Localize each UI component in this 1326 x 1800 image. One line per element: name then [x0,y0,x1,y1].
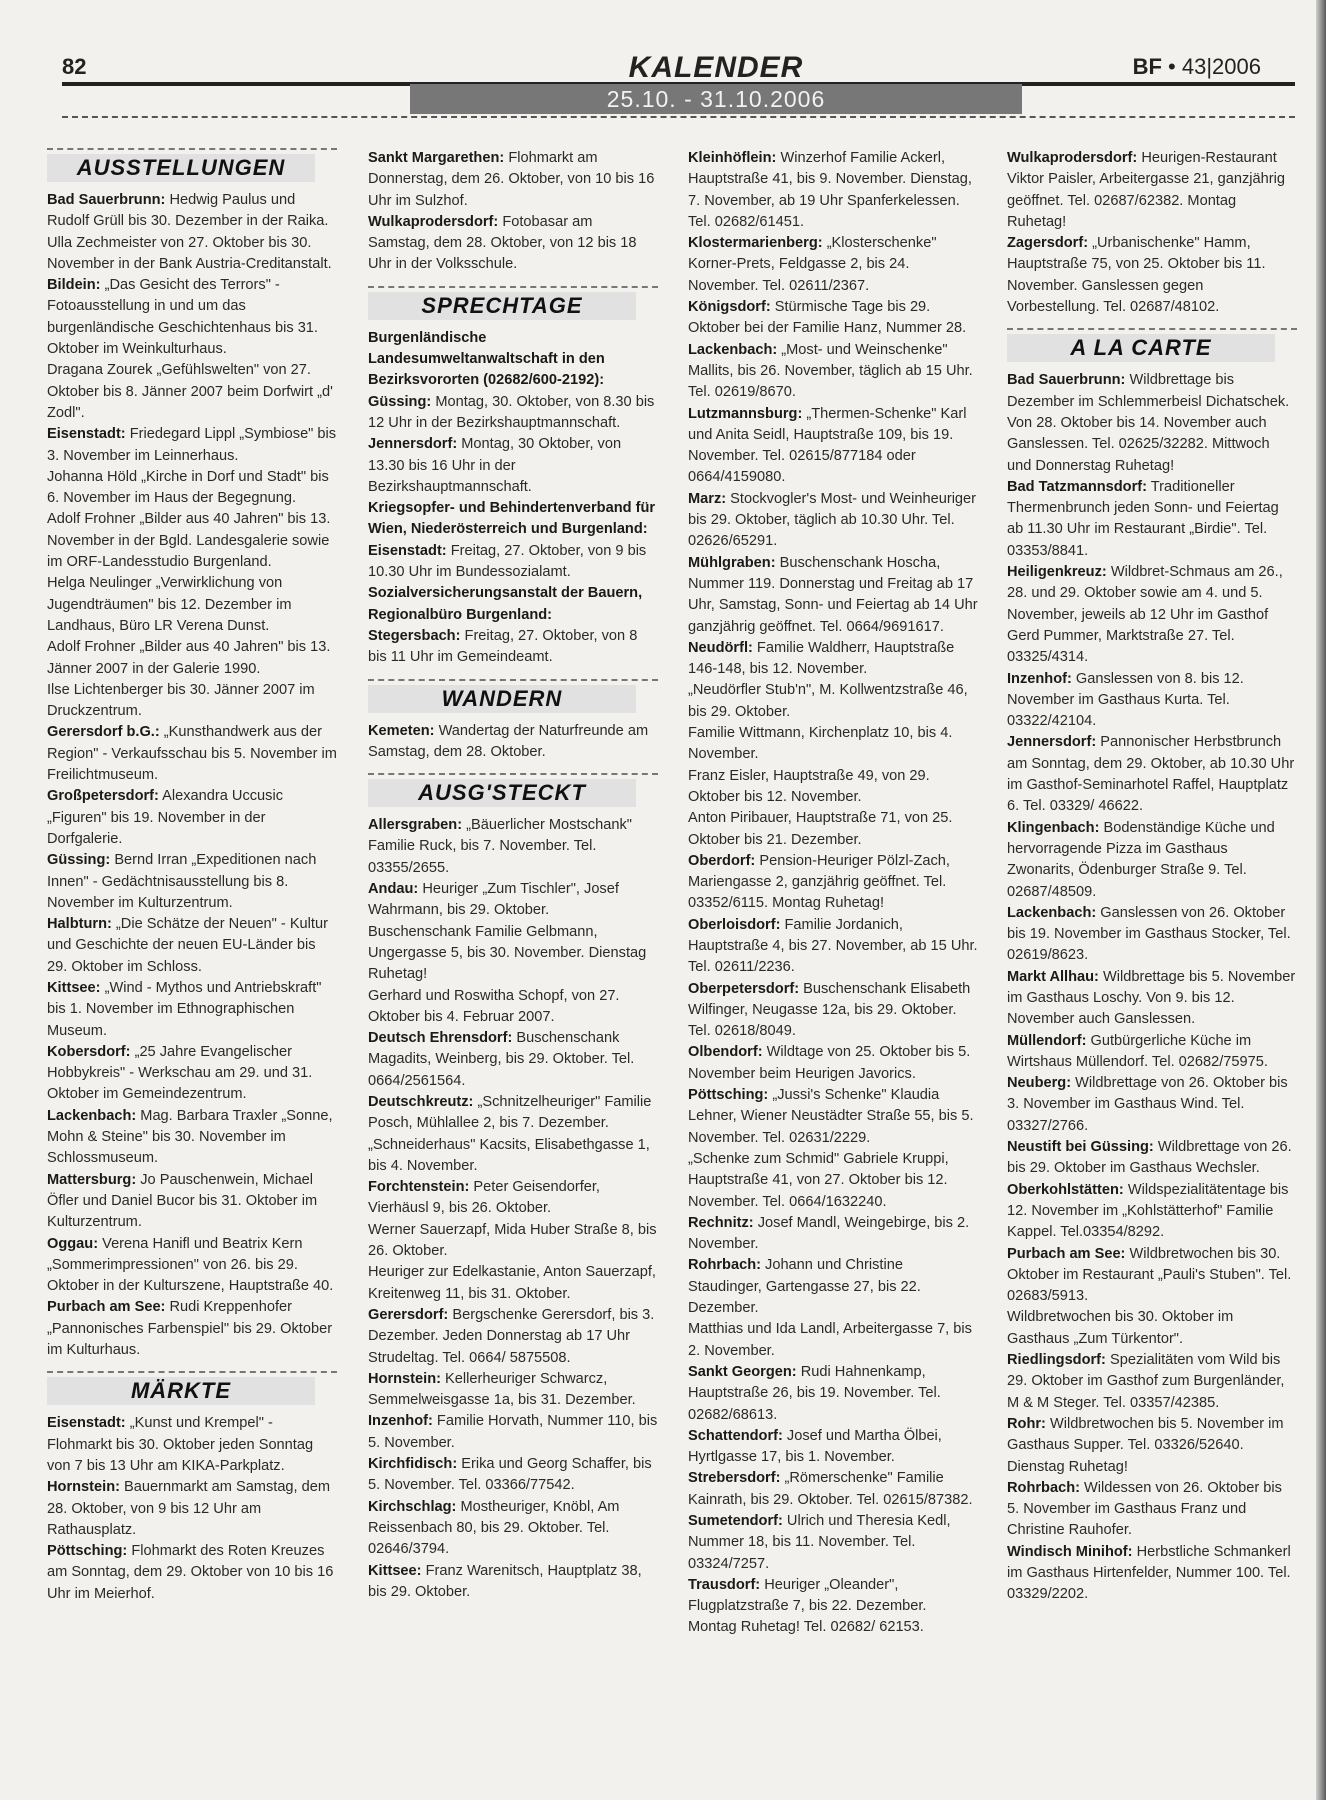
listing-text: Mag. Barbara Traxler „Sonne, Mohn & Steine" bis 30. November im Schlossmuseum. [47,1107,333,1167]
listing-place: Deutsch Ehrensdorf: [368,1030,513,1047]
issue-label [1133,54,1261,80]
listing-entry [688,1255,978,1319]
listing-place: Rohrbach: [1007,1479,1080,1496]
listing-place: Inzenhof: [1007,670,1072,687]
page-binding-edge [1316,0,1326,1800]
listing-text: Ganslessen von 26. Oktober bis 19. November im Gasthaus Stocker, Tel. 02619/8623. [1007,904,1291,964]
listing-entry [1007,669,1297,733]
listing-text: „Die Schätze der Neuen" - Kultur und Geschichte der neuen EU-Länder bis 29. Oktober im Schloss. [47,916,328,975]
listing-place: Strebersdorf: [688,1470,781,1487]
listing-place: Kirchfidisch: [368,1456,458,1473]
listing-entry [1007,1031,1297,1074]
listing-text: Stockvogler's Most- und Weinheuriger bis 29. Oktober, täglich ab 10.30 Uhr. Tel. 02626/65291. [688,490,977,550]
listing-entry [368,879,658,922]
listing-text: Dragana Zourek „Gefühlswelten" von 27. Oktober bis 8. Jänner 2007 beim Dorfwirt „d' Zodl". [47,362,333,421]
listing-text: Wildbretwochen bis 30. Oktober im Restaurant „Pauli's Stuben". Tel. 02683/5913. [1007,1245,1292,1305]
listing-entry [368,986,658,1029]
listing-place: Gerersdorf: [368,1306,449,1323]
brand-name: BF [1132,54,1162,79]
listing-entry [688,297,978,340]
listing-entry [47,637,337,680]
listing-text: Familie Waldherr, Hauptstraße 146-148, bis 12. November. [688,639,955,678]
listing-text: „Kunst und Krempel" - Flohmarkt bis 30. Oktober jeden Sonntag von 7 bis 13 Uhr am KIKA-Parkplatz. [47,1415,314,1474]
listing-text: Pannonischer Herbstbrunch am Sonntag, dem 29. Oktober, ab 10.30 Uhr im Gasthof-Seminarhotel Raffel, Hauptplatz 6. Tel. 03329/ 46622. [1007,734,1295,815]
listing-entry [368,1497,658,1561]
listing-place: Rohrbach: [688,1257,761,1274]
listing-text: Bernd Irran „Expeditionen nach Innen" - Gedächtnisausstellung bis 8. November im Kulturzentrum. [47,852,317,911]
listing-text: Wildbrettage von 26. Oktober bis 3. November im Gasthaus Wind. Tel. 03327/2766. [1007,1075,1288,1134]
listing-text: Freitag, 27. Oktober, von 8 bis 11 Uhr im Gemeindeamt. [368,627,638,666]
listing-text: Adolf Frohner „Bilder aus 40 Jahren" bis 13. Jänner 2007 in der Galerie 1990. [47,639,331,677]
listing-entry [47,1477,337,1541]
listing-place: Kriegsopfer- und Behindertenverband für Wien, Niederösterreich und Burgenland: [368,500,656,538]
listing-place: Kobersdorf: [47,1043,131,1060]
listing-entry [368,1561,658,1604]
listing-text: Ilse Lichtenberger bis 30. Jänner 2007 im Druckzentrum. [47,681,315,720]
listing-entry [688,553,978,638]
section-header [368,679,658,713]
header-title-block [410,52,1022,114]
listing-text: Bodenständige Küche und hervorragende Pizza im Gasthaus Zwonarits, Ödenburger Straße 9. Tel. 02687/48509. [1007,819,1275,900]
listing-entry [688,638,978,681]
listing-place: Kirchschlag: [368,1498,457,1515]
listing-place: Allersgraben: [368,817,463,834]
listing-entry [47,573,337,637]
section-title: WANDERN [368,685,636,713]
listing-entry [368,721,658,764]
listing-text: Pension-Heuriger Pölzl-Zach, Mariengasse 2, ganzjährig geöffnet. Tel. 03352/6115. Montag Ruhetag! [688,852,950,912]
section-divider [47,1371,337,1373]
listing-entry [1007,1414,1297,1478]
page-header [40,52,1295,122]
listing-place: Kleinhöflein: [688,150,777,166]
listing-entry [1007,1244,1297,1308]
listing-place: Neuberg: [1007,1075,1072,1092]
listing-entry [688,1575,978,1639]
listing-place: Eisenstadt: [47,1415,126,1432]
section-title: MÄRKTE [47,1377,315,1405]
listing-entry [1007,477,1297,562]
listing-text: Ulrich und Theresia Kedl, Nummer 18, bis 11. November. Tel. 03324/7257. [688,1513,951,1572]
listing-text: Spezialitäten vom Wild bis 29. Oktober im Gasthof zum Burgenländer, M & M Steger. Tel. 03357/42385. [1007,1352,1285,1411]
listing-text: Wildbrettage bis Dezember im Schlemmerbeisl Dichatschek. Von 28. Oktober bis 14. November auch Ganslessen. Tel. 02625/32282. Mittwoch und Donnerstag Ruhetag! [1007,372,1290,474]
listing-place: Deutschkreutz: [368,1093,474,1110]
listing-place: Stegersbach: [368,627,461,644]
listing-text: Wandertag der Naturfreunde am Samstag, dem 28. Oktober. [368,722,649,760]
listing-entry [688,1426,978,1469]
listing-text: Johanna Höld „Kirche in Dorf und Stadt" bis 6. November im Haus der Begegnung. [47,468,329,507]
listing-entry [1007,967,1297,1031]
listing-entry [1007,148,1297,233]
listing-text: Bergschenke Gerersdorf, bis 3. Dezember. Jeden Donnerstag ab 17 Uhr Strudeltag. Tel. 0664/ 5875508. [368,1306,655,1366]
listing-text: Gutbürgerliche Küche im Wirtshaus Müllendorf. Tel. 02682/75975. [1007,1032,1268,1070]
listing-place: Rohr: [1007,1415,1046,1432]
listing-entry [1007,1073,1297,1137]
listing-text: Verena Hanifl und Beatrix Kern „Sommerimpressionen" von 26. bis 29. Oktober in der Kulturszene, Hauptstraße 40. [47,1235,334,1295]
listing-place: Großpetersdorf: [47,788,159,805]
listing-place: Oberkohlstätten: [1007,1181,1124,1198]
listing-entry [47,978,337,1042]
listing-text: Josef Mandl, Weingebirge, bis 2. November. [688,1214,970,1253]
listing-place: Oberpetersdorf: [688,980,800,997]
listing-text: Peter Geisendorfer, Vierhäusl 9, bis 26. Oktober. [368,1179,600,1217]
listing-place: Burgenländische Landesumweltanwaltschaft in den Bezirksvororten (02682/600-2192): [368,329,605,389]
listing-entry [688,979,978,1043]
listing-entry [368,1092,658,1135]
listing-text: „Römerschenke" Familie Kainrath, bis 29. Oktober. Tel. 02615/87382. [688,1470,973,1508]
listing-entry [368,212,658,276]
listing-text: Familie Horvath, Nummer 110, bis 5. November. [368,1413,658,1451]
section-title: AUSG'STECKT [368,779,636,807]
listing-text: Rudi Hahnenkamp, Hauptstraße 26, bis 19. November. Tel. 02682/68613. [688,1363,941,1423]
listing-text: Jo Pauschenwein, Michael Öfler und Daniel Bucor bis 31. Oktober im Kulturzentrum. [47,1171,318,1231]
listing-text: „Bäuerlicher Mostschank" Familie Ruck, bis 7. November. Tel. 03355/2655. [368,817,632,876]
column-2 [368,148,658,1603]
listing-place: Eisenstadt: [47,426,126,443]
listing-place: Kemeten: [368,722,435,739]
listing-entry [688,1213,978,1256]
listing-place: Lackenbach: [1007,904,1097,921]
listing-place: Mattersburg: [47,1171,137,1188]
listing-entry [368,1454,658,1497]
listing-text: Ulla Zechmeister von 27. Oktober bis 30. November in der Bank Austria-Creditanstalt. [47,234,332,272]
listing-text: Traditioneller Thermenbrunch jeden Sonn- und Feiertag ab 11.30 Uhr im Restaurant „Birdie". Tel. 03353/8841. [1007,478,1279,559]
listing-text: Montag, 30 Oktober, von 13.30 bis 16 Uhr in der Bezirkshauptmannschaft. [368,436,622,495]
listing-place: Oberloisdorf: [688,916,781,933]
listing-entry [1007,1180,1297,1244]
listing-place: Neudörfl: [688,639,753,656]
listing-text: Alexandra Uccusic „Figuren" bis 19. November in der Dorfgalerie. [47,788,283,847]
listing-place: Andau: [368,881,419,898]
listing-place: Eisenstadt: [368,542,447,559]
listing-entry [368,541,658,584]
column-3 [688,148,978,1639]
listing-entry [47,680,337,723]
listing-place: Oberdorf: [688,852,756,869]
listing-text: Wildspezialitätentage bis 12. November im „Kohlstätterhof" Familie Kappel. Tel.03354/8292. [1007,1181,1289,1241]
listing-entry [688,233,978,297]
listing-place: Windisch Minihof: [1007,1543,1133,1560]
listing-place: Lackenbach: [47,1107,137,1124]
listing-text: Johann und Christine Staudinger, Gartengasse 27, bis 22. Dezember. [688,1257,921,1317]
listing-entry [368,328,658,392]
page-number: 82 [62,54,87,79]
listing-entry [1007,1542,1297,1606]
listing-place: Riedlingsdorf: [1007,1352,1106,1369]
listing-place: Purbach am See: [1007,1245,1126,1262]
listing-text: Wildbretwochen bis 30. Oktober im Gasthaus „Zum Türkentor". [1007,1309,1234,1347]
listing-entry [368,922,658,986]
listing-entry [368,583,658,626]
listing-entry [688,766,978,809]
listing-entry [368,498,658,541]
section-divider [368,773,658,775]
listing-text: Helga Neulinger „Verwirklichung von Jugendträumen" bis 12. Dezember im Landhaus, Büro LR Verena Dunst. [47,575,292,634]
listing-text: „Jussi's Schenke" Klaudia Lehner, Wiener Neustädter Straße 55, bis 5. November. Tel. 02631/2229. [688,1087,974,1146]
listing-place: Müllendorf: [1007,1032,1087,1049]
listing-place: Mühlgraben: [688,554,776,571]
listing-text: Fotobasar am Samstag, dem 28. Oktober, von 12 bis 18 Uhr in der Volksschule. [368,213,637,273]
listing-place: Klingenbach: [1007,819,1100,836]
listing-place: Gerersdorf b.G.: [47,724,160,741]
listing-place: Pöttsching: [47,1543,128,1560]
listing-entry [47,1042,337,1106]
listing-place: Klostermarienberg: [688,235,823,252]
listing-text: Anton Piribauer, Hauptstraße 71, von 25. Oktober bis 21. Dezember. [688,810,953,848]
listing-text: Ganslessen von 8. bis 12. November im Gasthaus Kurta. Tel. 03322/42104. [1007,670,1244,730]
listing-text: „Kunsthandwerk aus der Region" - Verkaufsschau bis 5. November im Freilichtmuseum. [47,724,337,784]
listing-place: Königsdorf: [688,299,771,316]
listing-entry [368,1028,658,1092]
listing-text: Stürmische Tage bis 29. Oktober bei der Familie Hanz, Nummer 28. [688,299,967,337]
listing-text: „Wind - Mythos und Antriebskraft" bis 1. November im Ethnographischen Museum. [47,979,322,1039]
listing-text: „Das Gesicht des Terrors" - Fotoausstellung in und um das burgenländische Geschichtenhaus bis 31. Oktober im Weinkulturhaus. [47,277,318,358]
listing-text: Matthias und Ida Landl, Arbeitergasse 7, bis 2. November. [688,1321,972,1359]
listing-place: Markt Allhau: [1007,968,1099,985]
listing-text: Wildbrettage von 26. bis 29. Oktober im Gasthaus Wechsler. [1007,1139,1292,1177]
listing-place: Wulkaprodersdorf: [368,213,499,230]
listing-text: Hedwig Paulus und Rudolf Grüll bis 30. Dezember in der Raika. [47,192,329,230]
section-header [368,286,658,320]
listing-entry [47,467,337,510]
listing-entry [47,786,337,850]
section-title: KALENDER [628,51,804,84]
listing-place: Neustift bei Güssing: [1007,1139,1154,1156]
section-header [368,773,658,807]
listing-text: Erika und Georg Schaffer, bis 5. November. Tel. 03366/77542. [368,1456,652,1494]
listing-entry [47,1106,337,1170]
listing-entry [47,722,337,786]
listing-place: Sankt Georgen: [688,1363,797,1380]
listing-text: Wildbrettage bis 5. November im Gasthaus Loschy. Von 9. bis 12. November auch Ganslessen. [1007,968,1296,1028]
listing-place: Wulkaprodersdorf: [1007,150,1138,166]
listing-text: Franz Eisler, Hauptstraße 49, von 29. Oktober bis 12. November. [688,767,930,805]
listing-place: Marz: [688,490,727,507]
listing-place: Bildein: [47,277,101,294]
listing-text: „Schnitzelheuriger" Familie Posch, Mühlallee 2, bis 7. Dezember. [368,1093,652,1132]
listing-text: Buschenschank Hoscha, Nummer 119. Donnerstag und Freitag ab 17 Uhr, Samstag, Sonn- und Feiertag ab 14 Uhr ganzjährig geöffnet. Tel. 0664/9691617. [688,554,978,635]
listing-entry [47,1541,337,1605]
listing-text: Flohmarkt des Roten Kreuzes am Sonntag, dem 29. Oktober von 10 bis 16 Uhr im Meierhof. [47,1543,334,1602]
listing-entry [368,1262,658,1305]
listing-entry [47,360,337,424]
listing-entry [1007,233,1297,318]
listing-text: Buschenschank Elisabeth Wilfinger, Neugasse 12a, bis 29. Oktober. Tel. 02618/8049. [688,980,971,1040]
listing-entry [368,1411,658,1454]
listing-place: Heiligenkreuz: [1007,564,1107,581]
listing-text: Wildbret-Schmaus am 26., 28. und 29. Oktober sowie am 4. und 5. November, jeweils ab 12 Uhr im Gasthof Gerd Pummer, Marktstraße 27. Tel. 03325/4314. [1007,564,1283,666]
listing-entry [1007,370,1297,476]
listing-entry [688,148,978,233]
listing-place: Purbach am See: [47,1299,166,1316]
listing-place: Halbturn: [47,916,112,933]
listing-text: Gerhard und Roswitha Schopf, von 27. Oktober bis 4. Februar 2007. [368,987,620,1025]
listing-entry [688,1085,978,1149]
listing-text: „Urbanischenke" Hamm, Hauptstraße 75, von 25. Oktober bis 11. November. Ganslessen gegen Vorbestellung. Tel. 02687/48102. [1007,235,1266,316]
listing-text: Wildessen von 26. Oktober bis 5. November im Gasthaus Franz und Christine Rauhofer. [1007,1479,1282,1539]
listing-entry [47,424,337,467]
listing-text: Heurigen-Restaurant Viktor Paisler, Arbeitergasse 21, ganzjährig geöffnet. Tel. 02687/62382. Montag Ruhetag! [1007,150,1285,230]
listing-text: Flohmarkt am Donnerstag, dem 26. Oktober, von 10 bis 16 Uhr im Sulzhof. [368,150,655,209]
listing-place: Sumetendorf: [688,1513,783,1529]
listing-entry [1007,1478,1297,1542]
listing-entry [47,914,337,978]
listing-text: Wildtage von 25. Oktober bis 5. November beim Heurigen Javorics. [688,1044,971,1082]
listing-entry [47,1413,337,1477]
listing-entry [47,233,337,276]
listing-place: Güssing: [368,393,432,410]
listing-text: „Neudörfler Stub'n", M. Kollwentzstraße 46, bis 29. Oktober. [688,682,968,720]
listing-entry [368,815,658,879]
header-dashed-rule [62,116,1295,118]
listing-text: Buschenschank Familie Gelbmann, Ungergasse 5, bis 30. November. Dienstag Ruhetag! [368,923,647,983]
listing-place: Kittsee: [47,979,101,996]
listing-text: Familie Wittmann, Kirchenplatz 10, bis 4. November. [688,725,953,763]
listing-entry [47,1170,337,1234]
listing-text: „Klosterschenke" Korner-Prets, Feldgasse 2, bis 24. November. Tel. 02611/2367. [688,235,937,294]
listing-entry [368,1369,658,1412]
listing-entry [368,1305,658,1369]
listing-place: Jennersdorf: [368,436,458,453]
listing-entry [688,851,978,915]
listing-place: Jennersdorf: [1007,734,1097,751]
column-4 [1007,148,1297,1606]
section-divider [368,286,658,288]
listing-text: Kellerheuriger Schwarcz, Semmelweisgasse 1a, bis 31. Dezember. [368,1370,636,1409]
listing-entry [688,808,978,851]
listing-text: „Most- und Weinschenke" Mallits, bis 26. November, täglich ab 15 Uhr. Tel. 02619/8670. [688,341,973,401]
listing-entry [1007,1307,1297,1350]
listing-entry [688,1149,978,1213]
listing-entry [368,1220,658,1263]
listing-place: Güssing: [47,852,111,869]
listing-entry [688,1319,978,1362]
section-divider [1007,328,1297,330]
listing-text: Freitag, 27. Oktober, von 9 bis 10.30 Uhr im Bundessozialamt. [368,542,647,581]
listing-entry [688,340,978,404]
listing-entry [688,680,978,723]
listing-entry [688,1042,978,1085]
listing-text: Heuriger „Oleander", Flugplatzstraße 7, bis 22. Dezember. Montag Ruhetag! Tel. 02682/ 62153. [688,1576,927,1636]
listing-place: Oggau: [47,1235,99,1252]
listing-text: Rudi Kreppenhofer „Pannonisches Farbenspiel" bis 29. Oktober im Kulturhaus. [47,1299,333,1359]
listing-place: Trausdorf: [688,1576,761,1593]
listing-place: Bad Sauerbrunn: [47,192,166,208]
issue-number: • 43|2006 [1168,54,1261,79]
listing-entry [688,1362,978,1426]
listing-text: Franz Warenitsch, Hauptplatz 38, bis 29. Oktober. [368,1562,642,1600]
listing-text: Josef und Martha Ölbei, Hyrtlgasse 17, bis 1. November. [688,1427,942,1466]
listing-place: Lackenbach: [688,341,778,358]
listing-place: Schattendorf: [688,1427,783,1444]
listing-entry [1007,1137,1297,1180]
listing-place: Lutzmannsburg: [688,405,803,422]
listing-place: Kittsee: [368,1562,422,1579]
listing-place: Bad Tatzmannsdorf: [1007,478,1147,495]
listing-entry [1007,562,1297,668]
listing-entry [47,1234,337,1298]
listing-text: Herbstliche Schmankerl im Gasthaus Hirtenfelder, Nummer 100. Tel. 03329/2202. [1007,1543,1291,1603]
listing-place: Pöttsching: [688,1087,769,1104]
listing-place: Sankt Margarethen: [368,150,505,166]
listing-text: Winzerhof Familie Ackerl, Hauptstraße 41, bis 9. November. Dienstag, 7. November, ab 19 Uhr Spanferkelessen. Tel. 02682/61451. [688,150,972,230]
section-title: SPRECHTAGE [368,292,636,320]
listing-place: Hornstein: [368,1370,441,1387]
section-title: A LA CARTE [1007,334,1275,362]
listing-text: „25 Jahre Evangelischer Hobbykreis" - Werkschau am 29. und 31. Oktober im Gemeindezentrum. [47,1043,313,1103]
section-header [1007,328,1297,362]
listing-entry [688,404,978,489]
listing-entry [47,275,337,360]
listing-entry [368,434,658,498]
listing-text: Adolf Frohner „Bilder aus 40 Jahren" bis 13. November in der Bgld. Landesgalerie sowie im ORF-Landesstudio Burgenland. [47,511,331,571]
section-divider [47,148,337,150]
listing-entry [47,190,337,233]
listing-text: Buschenschank Magadits, Weinberg, bis 29. Oktober. Tel. 0664/2561564. [368,1030,635,1089]
listing-entry [368,1177,658,1220]
column-1 [47,148,337,1605]
listing-text: „Schneiderhaus" Kacsits, Elisabethgasse 1, bis 4. November. [368,1136,650,1174]
listing-text: Wildbretwochen bis 5. November im Gasthaus Supper. Tel. 03326/52640. Dienstag Ruhetag! [1007,1415,1284,1475]
section-title: AUSSTELLUNGEN [47,154,315,182]
section-header [47,1371,337,1405]
listing-entry [1007,818,1297,903]
section-header [47,148,337,182]
listing-text: Montag, 30. Oktober, von 8.30 bis 12 Uhr in der Bezirkshauptmannschaft. [368,393,655,431]
listing-place: Bad Sauerbrunn: [1007,372,1126,389]
listing-place: Hornstein: [47,1479,120,1496]
listing-entry [368,626,658,669]
listing-text: Werner Sauerzapf, Mida Huber Straße 8, bis 26. Oktober. [368,1221,657,1260]
listing-text: Friedegard Lippl „Symbiose" bis 3. November im Leinnerhaus. [47,426,337,464]
listing-text: Mostheuriger, Knöbl, Am Reissenbach 80, bis 29. Oktober. Tel. 02646/3794. [368,1498,620,1558]
listing-text: „Thermen-Schenke" Karl und Anita Seidl, Hauptstraße 109, bis 19. November. Tel. 02615/877184 oder 0664/4159080. [688,405,967,486]
listing-text: „Schenke zum Schmid" Gabriele Kruppi, Hauptstraße 41, von 27. Oktober bis 12. November. Tel. 0664/1632240. [688,1150,949,1210]
listing-entry [47,1297,337,1361]
section-divider [368,679,658,681]
listing-entry [1007,903,1297,967]
listing-place: Sozialversicherungsanstalt der Bauern, Regionalbüro Burgenland: [368,585,643,623]
listing-entry [688,1511,978,1575]
listing-entry [688,723,978,766]
listing-entry [1007,1350,1297,1414]
listing-entry [688,1468,978,1511]
listing-entry [688,489,978,553]
listing-place: Olbendorf: [688,1044,763,1061]
listing-place: Rechnitz: [688,1214,754,1231]
listing-entry [368,392,658,435]
listing-entry [368,148,658,212]
date-range-banner: 25.10. - 31.10.2006 [410,84,1022,114]
listing-place: Forchtenstein: [368,1179,470,1196]
listing-place: Zagersdorf: [1007,235,1089,252]
listing-entry [47,509,337,573]
listing-entry [47,850,337,914]
listing-entry [1007,732,1297,817]
listing-entry [368,1135,658,1178]
listing-text: Familie Jordanich, Hauptstraße 4, bis 27. November, ab 15 Uhr. Tel. 02611/2236. [688,916,978,976]
listing-entry [688,915,978,979]
listing-place: Inzenhof: [368,1413,433,1430]
listing-text: Heuriger „Zum Tischler", Josef Wahrmann, bis 29. Oktober. [368,881,619,919]
listing-text: Bauernmarkt am Samstag, dem 28. Oktober, von 9 bis 12 Uhr am Rathausplatz. [47,1479,331,1538]
listing-text: Heuriger zur Edelkastanie, Anton Sauerzapf, Kreitenweg 11, bis 31. Oktober. [368,1264,656,1302]
